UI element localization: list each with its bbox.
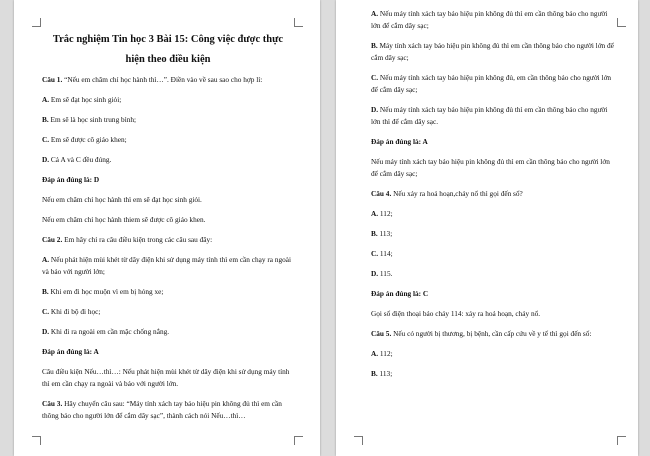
paragraph-text: Máy tính xách tay báo hiệu pin không đủ thì em cần thông báo cho người lớn để cắm dây sạc; xyxy=(371,41,614,62)
paragraph xyxy=(371,268,616,280)
paragraph xyxy=(42,286,294,298)
paragraph xyxy=(42,346,294,358)
document-page-right xyxy=(336,0,638,456)
paragraph-text: Câu điều kiện Nếu…thì…: Nếu phát hiện mùi khét từ dây điện khi sử dụng máy tính thì em cần chạy ra ngoài và báo với người lớn. xyxy=(42,367,290,388)
paragraph-text: Nếu máy tính xách tay báo hiệu pin không đủ thì em cần thông báo cho người lớn thì để cắm dây sạc. xyxy=(371,105,608,126)
document-page-left xyxy=(14,0,320,456)
paragraph-text: 115. xyxy=(378,269,393,278)
paragraph xyxy=(371,208,616,220)
paragraph xyxy=(42,154,294,166)
paragraph-label: C. xyxy=(42,307,50,316)
paragraph xyxy=(42,174,294,186)
paragraph xyxy=(371,228,616,240)
paragraph xyxy=(371,40,616,64)
paragraph xyxy=(42,74,294,86)
margin-mark xyxy=(617,436,626,445)
paragraph-text: Nếu em chăm chỉ học hành thiem sẽ được cô giáo khen. xyxy=(42,215,206,224)
paragraph-text: Nếu máy tính xách tay báo hiệu pin không đủ thì em cần thông báo cho người lớn để cắm dây sạc; xyxy=(371,157,610,178)
paragraph-label: Câu 2. xyxy=(42,235,63,244)
page-content xyxy=(42,30,294,430)
margin-mark xyxy=(294,436,303,445)
paragraph xyxy=(371,288,616,300)
paragraph-label: Câu 1. xyxy=(42,75,63,84)
paragraph-label: D. xyxy=(371,269,379,278)
paragraph-label: B. xyxy=(42,287,49,296)
paragraph xyxy=(371,8,616,32)
paragraph xyxy=(371,72,616,96)
paragraph-text: Nếu máy tính xách tay báo hiệu pin không đủ, em cần thông báo cho người lớn để cắm dây sạc; xyxy=(371,73,612,94)
paragraph-label: C. xyxy=(371,73,379,82)
paragraph-label: Đáp án đúng là: C xyxy=(371,289,429,298)
page-content xyxy=(371,8,616,388)
paragraph-label: A. xyxy=(371,349,379,358)
paragraph-text: Nếu máy tính xách tay báo hiệu pin không đủ thì em cần thông báo cho người lớn để cắm dây sạc; xyxy=(371,9,608,30)
paragraph-text: Em sẽ được cô giáo khen; xyxy=(49,135,127,144)
paragraph-text: Khi đi ra ngoài em cần mặc chống nắng. xyxy=(49,327,170,336)
paragraph xyxy=(42,94,294,106)
paragraph-text: Khi đi bộ đi học; xyxy=(49,307,101,316)
paragraph xyxy=(42,214,294,226)
paragraph xyxy=(42,114,294,126)
paragraph xyxy=(42,306,294,318)
paragraph-text: 113; xyxy=(377,369,393,378)
paragraph-text: Nếu em chăm chỉ học hành thì em sẽ đạt học sinh giỏi. xyxy=(42,195,202,204)
paragraph-label: D. xyxy=(371,105,379,114)
paragraph xyxy=(371,156,616,180)
paragraph xyxy=(42,366,294,390)
margin-mark xyxy=(294,18,303,27)
paragraph-text: Cả A và C đều đúng. xyxy=(49,155,112,164)
paragraph-label: D. xyxy=(42,155,50,164)
paragraph-label: Đáp án đúng là: A xyxy=(42,347,99,356)
margin-mark xyxy=(617,18,626,27)
paragraph-label: A. xyxy=(42,95,50,104)
paragraph-label: B. xyxy=(371,369,378,378)
paragraph-text: Khi em đi học muộn vì em bị hỏng xe; xyxy=(48,287,164,296)
paragraph xyxy=(42,398,294,422)
paragraph-text: Hãy chuyển câu sau: “Máy tính xách tay báo hiệu pin không đủ thì em cần thông báo cho người lớn để cắm dây sạc”, thành cách nói Nếu…thì… xyxy=(42,399,282,420)
paragraph-text: “Nếu em chăm chỉ học hành thì…”. Điền vào về sau sao cho hợp lí: xyxy=(62,75,263,84)
paragraph-text: Nếu xảy ra hoả hoạn,cháy nổ thì gọi đến số? xyxy=(391,189,523,198)
paragraph-text: 113; xyxy=(377,229,393,238)
paragraph-label: Đáp án đúng là: A xyxy=(371,137,428,146)
paragraph xyxy=(371,248,616,260)
paragraph xyxy=(371,136,616,148)
paragraph-label: B. xyxy=(42,115,49,124)
paragraph-label: Đáp án đúng là: D xyxy=(42,175,100,184)
paragraph xyxy=(42,194,294,206)
paragraph-label: A. xyxy=(42,255,50,264)
paragraph-text: Em sẽ đạt học sinh giỏi; xyxy=(49,95,122,104)
paragraph xyxy=(371,188,616,200)
paragraph xyxy=(42,134,294,146)
document-title: Trắc nghiệm Tin học 3 Bài 15: Công việc được thực hiện theo điều kiện xyxy=(52,34,284,65)
paragraph xyxy=(42,326,294,338)
paragraph xyxy=(42,234,294,246)
paragraph-text: 114; xyxy=(378,249,393,258)
paragraph xyxy=(371,368,616,380)
paragraph-text: 112; xyxy=(378,349,393,358)
paragraph xyxy=(371,348,616,360)
paragraph-label: C. xyxy=(42,135,50,144)
margin-mark xyxy=(354,436,363,445)
paragraph-label: C. xyxy=(371,249,379,258)
paragraph-label: A. xyxy=(371,209,379,218)
margin-mark xyxy=(32,436,41,445)
paragraph-label: D. xyxy=(42,327,50,336)
paragraph-text: Em hãy chỉ ra câu điều kiện trong các câu sau đây: xyxy=(62,235,213,244)
paragraph xyxy=(371,308,616,320)
paragraph xyxy=(42,254,294,278)
paragraph-text: Gọi số điện thoại báo cháy 114: xảy ra hoả hoạn, cháy nổ. xyxy=(371,309,541,318)
paragraph-label: Câu 4. xyxy=(371,189,392,198)
paragraph-label: Câu 3. xyxy=(42,399,63,408)
paragraph-label: Câu 5. xyxy=(371,329,392,338)
paragraph-text: Em sẽ là học sinh trung bình; xyxy=(48,115,137,124)
paragraph-label: A. xyxy=(371,9,379,18)
paragraph xyxy=(371,328,616,340)
margin-mark xyxy=(32,18,41,27)
paragraph-text: Nếu có người bị thương, bị bệnh, cần cấp cứu về y tế thì gọi đến số: xyxy=(391,329,592,338)
paragraph-label: B. xyxy=(371,229,378,238)
paragraph-label: B. xyxy=(371,41,378,50)
paragraph xyxy=(371,104,616,128)
paragraph-text: 112; xyxy=(378,209,393,218)
paragraph-text: Nếu phát hiện mùi khét từ dây điện khi sử dụng máy tính thì em cần chạy ra ngoài và báo với người lớn; xyxy=(42,255,292,276)
